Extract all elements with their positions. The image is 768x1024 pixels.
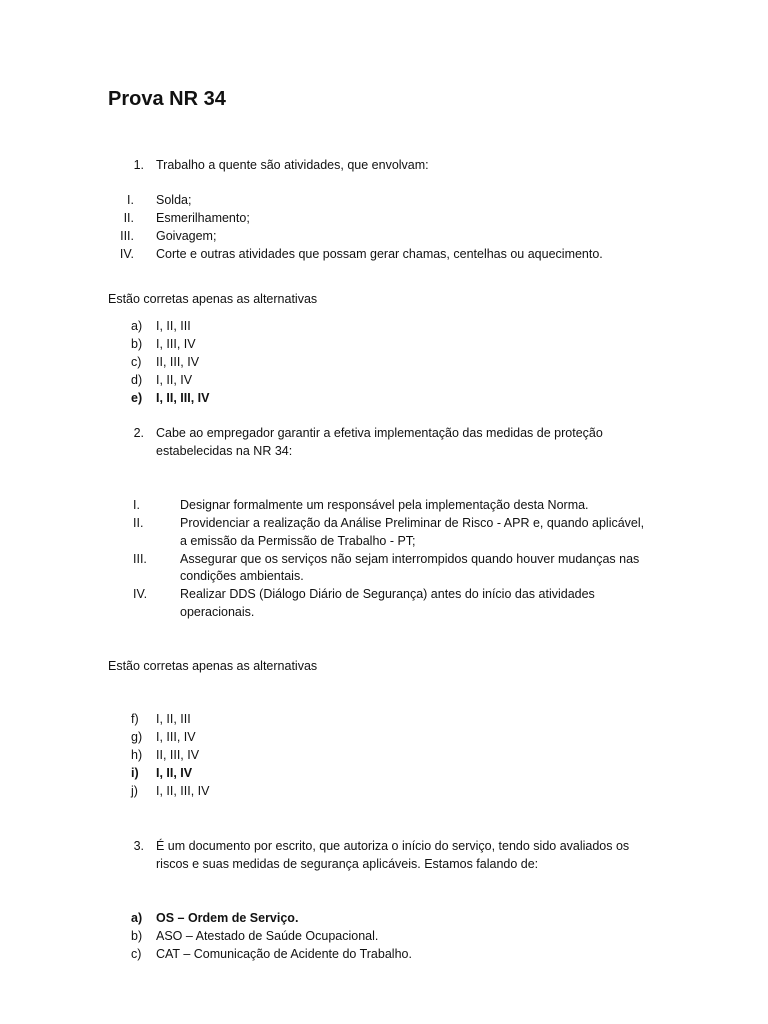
option-text: CAT – Comunicação de Acidente do Trabalho. bbox=[156, 947, 412, 961]
item-number: I. bbox=[133, 498, 140, 512]
option-letter: j) bbox=[131, 784, 138, 798]
option-letter: e) bbox=[131, 391, 143, 405]
option-letter: g) bbox=[131, 730, 143, 744]
option-text: I, II, III, IV bbox=[156, 391, 210, 405]
option-letter: c) bbox=[131, 355, 142, 369]
option-letter: h) bbox=[131, 748, 143, 762]
item-number: III. bbox=[133, 552, 147, 566]
option-letter: c) bbox=[131, 947, 142, 961]
option-letter: i) bbox=[131, 766, 139, 780]
item-text-continued: condições ambientais. bbox=[180, 569, 304, 583]
item-number: I. bbox=[127, 193, 134, 207]
item-number: II. bbox=[133, 516, 144, 530]
option-letter: a) bbox=[131, 911, 143, 925]
item-text: Providenciar a realização da Análise Preliminar de Risco - APR e, quando aplicável, bbox=[180, 516, 645, 530]
page-title: Prova NR 34 bbox=[108, 88, 226, 110]
question-text-line2: estabelecidas na NR 34: bbox=[156, 444, 293, 458]
option-text: I, II, III bbox=[156, 319, 191, 333]
item-number: II. bbox=[123, 211, 134, 225]
option-text: I, II, IV bbox=[156, 766, 193, 780]
option-letter: f) bbox=[131, 712, 139, 726]
option-letter: a) bbox=[131, 319, 143, 333]
item-text-continued: a emissão da Permissão de Trabalho - PT; bbox=[180, 534, 416, 548]
item-text: Realizar DDS (Diálogo Diário de Segurança) antes do início das atividades bbox=[180, 587, 595, 601]
question-number: 1. bbox=[133, 158, 144, 172]
option-text: I, II, IV bbox=[156, 373, 193, 387]
item-text-continued: operacionais. bbox=[180, 605, 255, 619]
item-number: III. bbox=[120, 229, 134, 243]
option-text: I, II, III bbox=[156, 712, 191, 726]
question-number: 2. bbox=[133, 426, 144, 440]
item-text: Designar formalmente um responsável pela implementação desta Norma. bbox=[180, 498, 589, 512]
question-number: 3. bbox=[133, 839, 144, 853]
item-text: Assegurar que os serviços não sejam interrompidos quando houver mudanças nas bbox=[180, 552, 640, 566]
item-number: IV. bbox=[119, 247, 134, 261]
item-number: IV. bbox=[133, 587, 148, 601]
option-letter: b) bbox=[131, 929, 143, 943]
answer-prompt: Estão corretas apenas as alternativas bbox=[108, 659, 318, 673]
option-letter: b) bbox=[131, 337, 143, 351]
item-text: Corte e outras atividades que possam gerar chamas, centelhas ou aquecimento. bbox=[156, 247, 603, 261]
option-text: I, II, III, IV bbox=[156, 784, 210, 798]
item-text: Solda; bbox=[156, 193, 192, 207]
item-text: Esmerilhamento; bbox=[156, 211, 250, 225]
answer-prompt: Estão corretas apenas as alternativas bbox=[108, 292, 318, 306]
option-text: II, III, IV bbox=[156, 355, 200, 369]
option-text: ASO – Atestado de Saúde Ocupacional. bbox=[156, 929, 379, 943]
option-letter: d) bbox=[131, 373, 143, 387]
question-text-line1: Cabe ao empregador garantir a efetiva implementação das medidas de proteção bbox=[156, 426, 603, 440]
question-text: Trabalho a quente são atividades, que envolvam: bbox=[156, 158, 429, 172]
option-text: I, III, IV bbox=[156, 730, 196, 744]
option-text: OS – Ordem de Serviço. bbox=[156, 911, 299, 925]
item-text: Goivagem; bbox=[156, 229, 217, 243]
option-text: II, III, IV bbox=[156, 748, 200, 762]
question-text-line2: riscos e suas medidas de segurança aplicáveis. Estamos falando de: bbox=[156, 857, 539, 871]
option-text: I, III, IV bbox=[156, 337, 196, 351]
question-text-line1: É um documento por escrito, que autoriza o início do serviço, tendo sido avaliados os bbox=[156, 839, 630, 853]
